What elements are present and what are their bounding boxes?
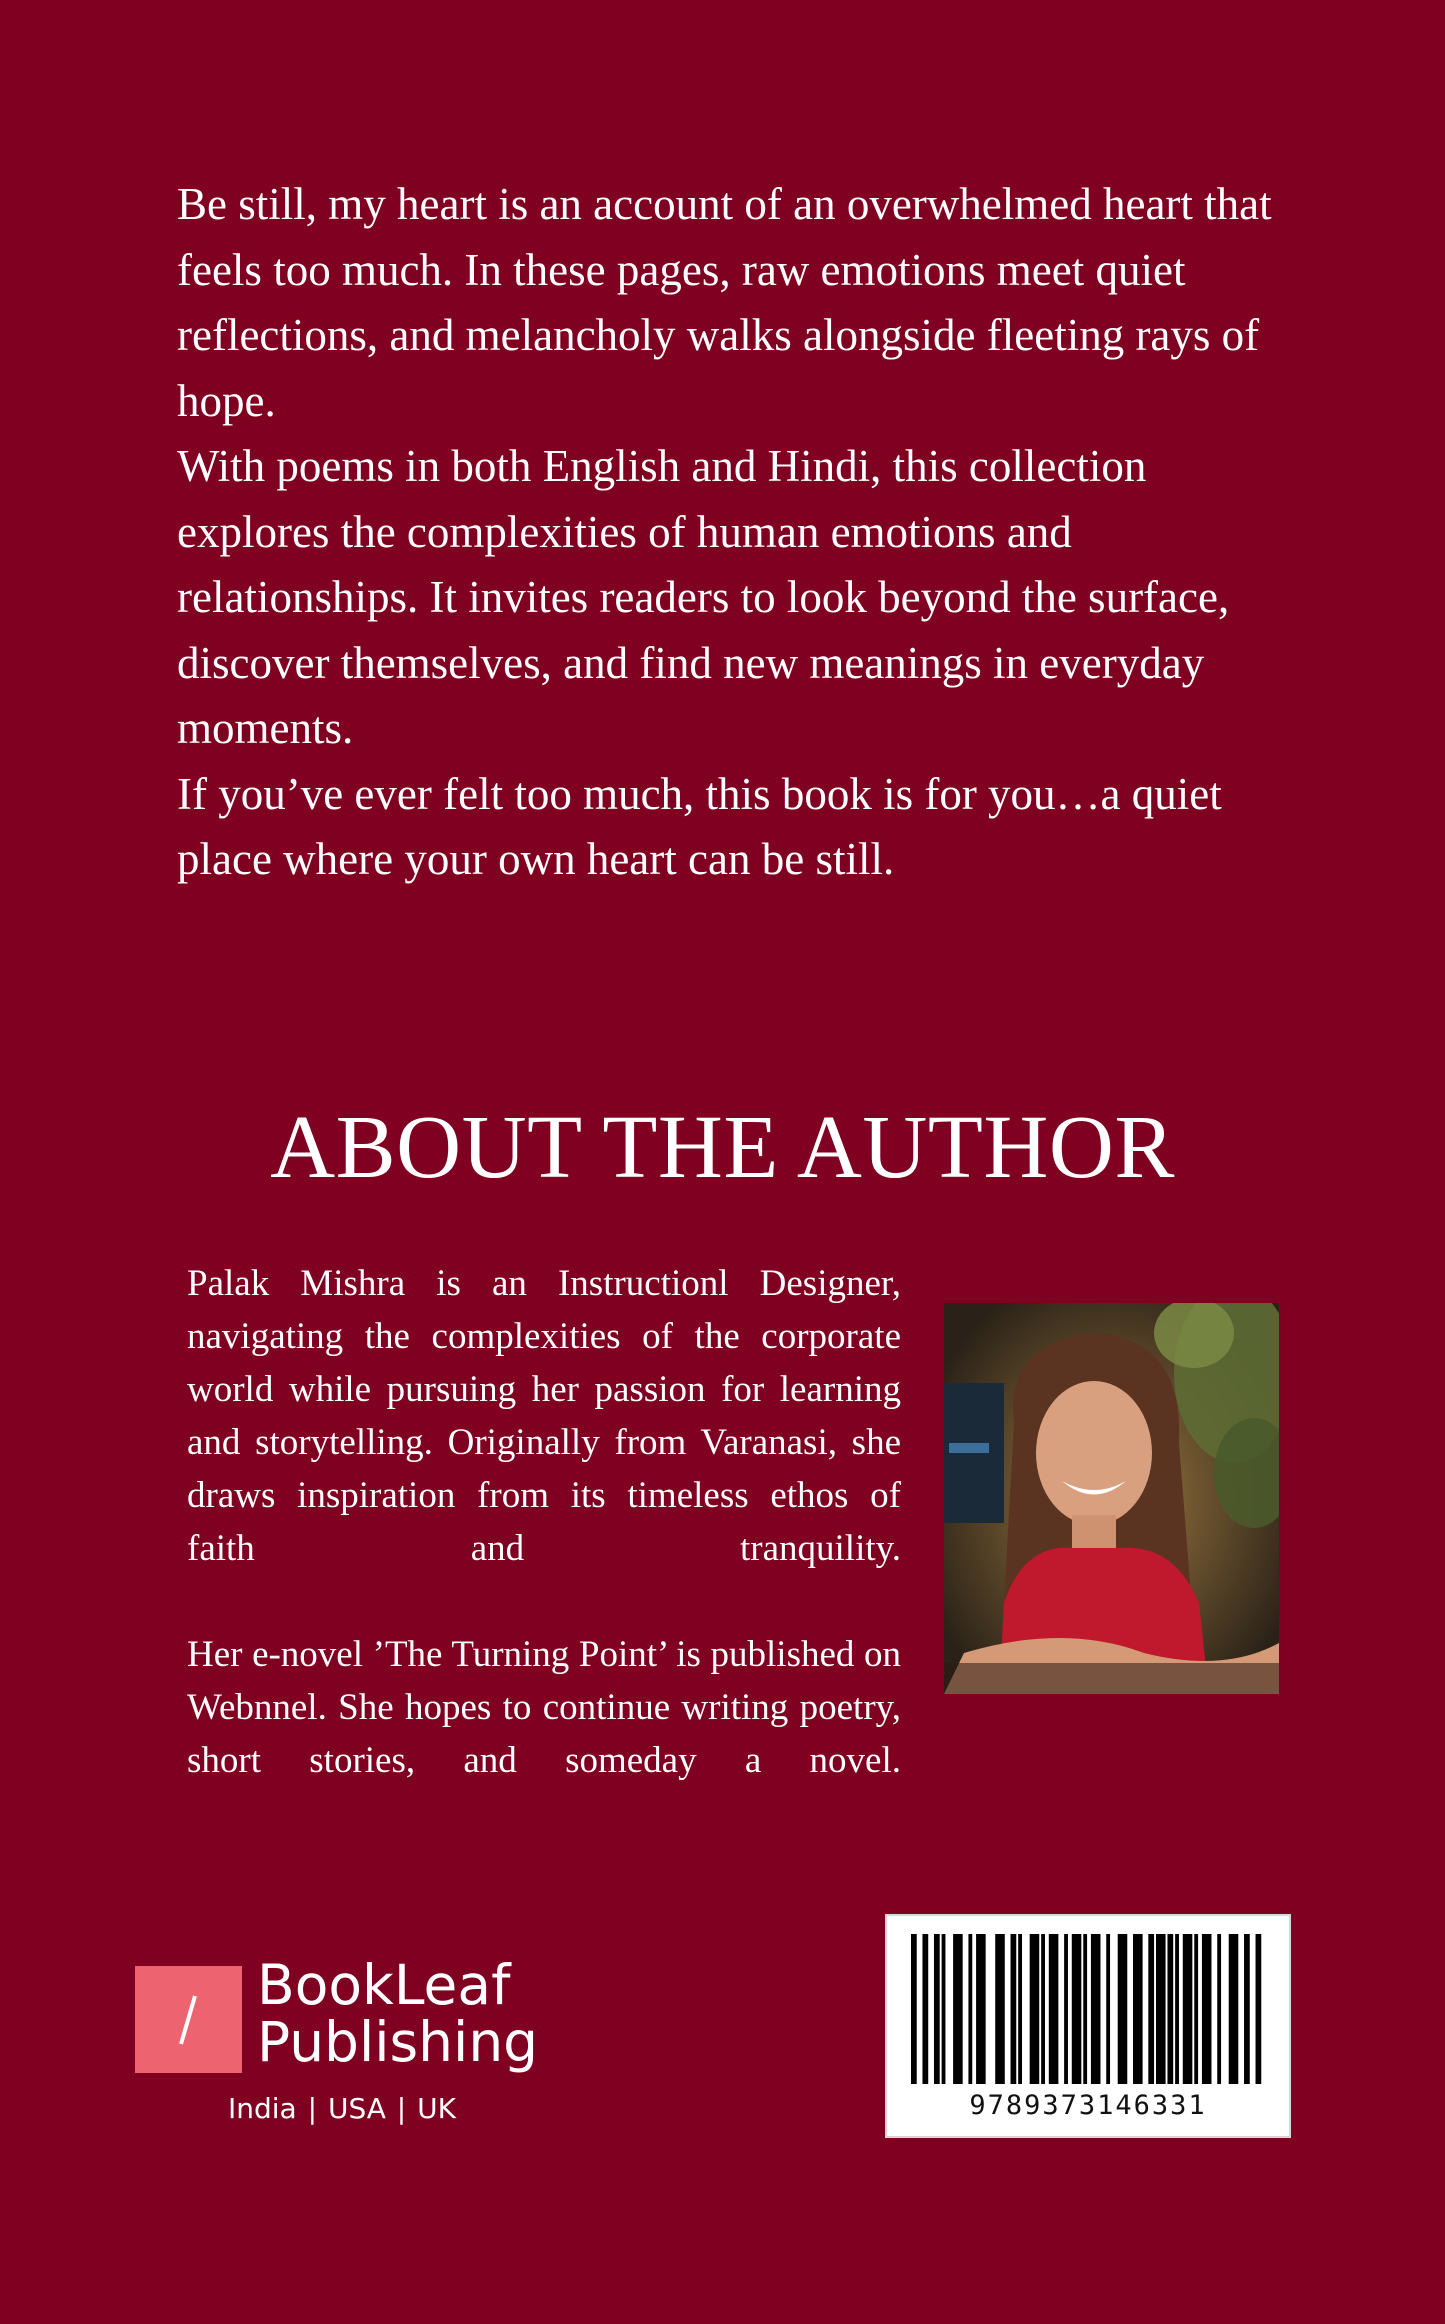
author-photo xyxy=(944,1303,1279,1694)
barcode-bar xyxy=(1244,1934,1250,2084)
barcode-bar xyxy=(1175,1934,1179,2084)
barcode-bar xyxy=(1156,1934,1166,2084)
barcode-bar xyxy=(1041,1934,1045,2084)
barcode-bar xyxy=(1202,1934,1212,2084)
barcode-bar xyxy=(942,1934,946,2084)
barcode-bar xyxy=(1256,1934,1262,2084)
isbn-barcode xyxy=(885,1914,1291,2138)
blurb-paragraph: Be still, my heart is an account of an overwhelmed heart that feels too much. In these pages, raw emotions meet quiet reflections, and melancholy walks alongside fleeting rays of hope. xyxy=(177,179,1272,426)
barcode-bar xyxy=(1030,1934,1040,2084)
back-cover-blurb xyxy=(177,172,1297,893)
blurb-paragraph: With poems in both English and Hindi, this collection explores the complexities of human emotions and relationships. It invites readers to look beyond the surface, discover themselves, and find new meanings in everyday moments. xyxy=(177,441,1230,753)
barcode-bars xyxy=(911,1934,1267,2084)
author-bio xyxy=(187,1257,901,1787)
barcode-bar xyxy=(1133,1934,1143,2084)
barcode-bar xyxy=(1064,1934,1068,2084)
barcode-bar xyxy=(1118,1934,1128,2084)
barcode-bar xyxy=(934,1934,940,2084)
barcode-bar xyxy=(995,1934,1005,2084)
barcode-bar xyxy=(1148,1934,1154,2084)
barcode-bar xyxy=(1091,1934,1101,2084)
barcode-bar xyxy=(1049,1934,1059,2084)
barcode-bar xyxy=(976,1934,986,2084)
barcode-bar xyxy=(1167,1934,1173,2084)
author-bio-paragraph: Palak Mishra is an Instructionl Designer, navigating the complexities of the corporate world while pursuing her passion for learning and storytelling. Originally from Varanasi, she draws inspiration from its timeless ethos of faith and tranquility. xyxy=(187,1263,901,1569)
barcode-bar xyxy=(1217,1934,1221,2084)
barcode-bar xyxy=(1106,1934,1110,2084)
barcode-bar xyxy=(1194,1934,1198,2084)
publisher-logo-text xyxy=(257,1953,539,2074)
barcode-bar xyxy=(1229,1934,1239,2084)
barcode-bar xyxy=(1183,1934,1193,2084)
publisher-logo-line1: BookLeaf xyxy=(257,1953,511,2017)
about-author-heading: ABOUT THE AUTHOR xyxy=(270,1098,1175,1197)
barcode-bar xyxy=(1072,1934,1082,2084)
publisher-logo-line2: Publishing xyxy=(257,2010,539,2074)
barcode-bar xyxy=(922,1934,928,2084)
bookleaf-logo-mark xyxy=(135,1966,242,2073)
author-bio-paragraph: Her e-novel ’The Turning Point’ is published on Webnnel. She hopes to continue writing poetry, short stories, and someday a novel. xyxy=(187,1634,901,1781)
blurb-paragraph: If you’ve ever felt too much, this book is for you…a quiet place where your own heart can be still. xyxy=(177,768,1222,884)
isbn-number: 9789373146331 xyxy=(969,2090,1207,2121)
barcode-bar xyxy=(911,1934,917,2084)
barcode-bar xyxy=(968,1934,972,2084)
publisher-regions: India | USA | UK xyxy=(228,2092,456,2125)
barcode-bar xyxy=(1018,1934,1022,2084)
barcode-bar xyxy=(1083,1934,1087,2084)
barcode-bar xyxy=(953,1934,963,2084)
barcode-bar xyxy=(1011,1934,1017,2084)
